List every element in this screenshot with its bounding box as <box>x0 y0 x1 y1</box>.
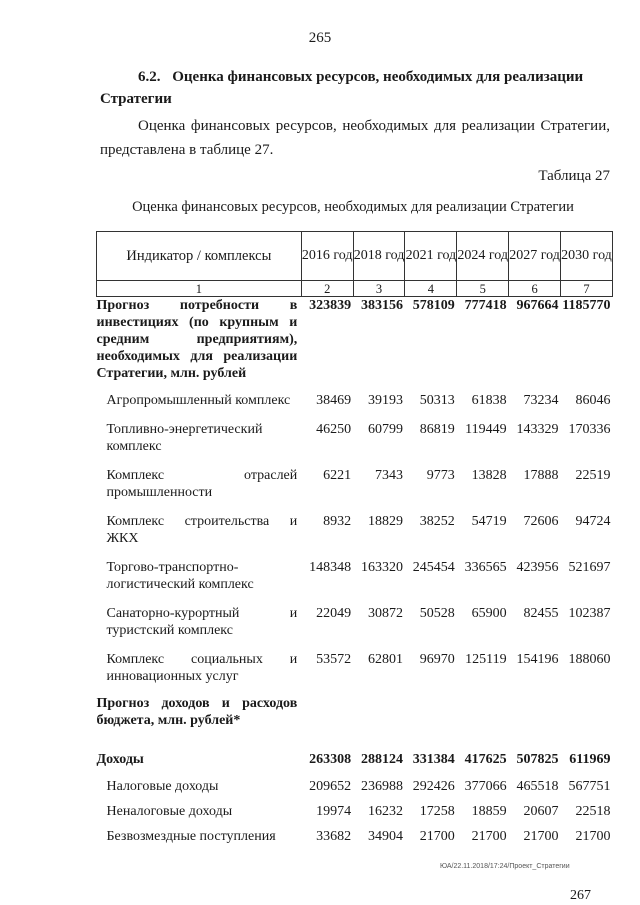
row-spacer-cell <box>97 768 613 778</box>
row-value: 65900 <box>471 606 507 621</box>
row-value: 383156 <box>360 298 403 313</box>
row-spacer-cell <box>97 501 613 513</box>
row-value: 578109 <box>412 298 455 313</box>
table-row <box>97 421 613 455</box>
row-value: 292426 <box>412 779 455 794</box>
column-number: 7 <box>560 281 612 297</box>
row-spacer <box>97 768 613 778</box>
table-title: Оценка финансовых ресурсов, необходимых для реализации Стратегии <box>132 199 574 215</box>
row-spacer-cell <box>97 795 613 803</box>
row-spacer <box>97 593 613 605</box>
row-value: 61838 <box>471 393 507 408</box>
row-spacer <box>97 455 613 467</box>
row-value: 1185770 <box>562 298 611 313</box>
section-title: Оценка финансовых ресурсов, необходимых для реализации Стратегии <box>100 69 584 107</box>
row-value: 21700 <box>419 829 455 844</box>
row-value: 18859 <box>471 804 507 819</box>
row-value: 507825 <box>516 752 559 767</box>
row-value: 8932 <box>323 514 352 529</box>
header-year: 2018 год <box>353 232 405 281</box>
row-value: 38252 <box>419 514 455 529</box>
row-value: 46250 <box>316 422 352 437</box>
row-value: 50528 <box>419 606 455 621</box>
footer-note: ЮА/22.11.2018/17:24/Проект_Стратегии <box>440 863 570 870</box>
row-value: 9773 <box>426 468 455 483</box>
row-spacer-cell <box>97 820 613 828</box>
row-spacer <box>97 382 613 392</box>
row-value: 263308 <box>309 752 352 767</box>
row-value: 20607 <box>523 804 559 819</box>
row-value: 19974 <box>316 804 352 819</box>
header-year: 2021 год <box>405 232 457 281</box>
row-value <box>405 695 457 729</box>
row-value: 209652 <box>309 779 352 794</box>
page-number-bottom: 267 <box>570 888 591 903</box>
intro-paragraph: Оценка финансовых ресурсов, необходимых для реализации Стратегии, представлена в таблице 27. <box>100 118 610 158</box>
row-value: 611969 <box>569 752 611 767</box>
row-value: 102387 <box>568 606 611 621</box>
row-label: Прогноз потребности в инвестициях (по крупным и средним предприятиям), необходимых для реализации Стратегии, млн. рублей <box>96 298 298 381</box>
row-value <box>560 695 612 729</box>
row-value: 39193 <box>367 393 403 408</box>
row-value: 125119 <box>465 652 507 667</box>
row-spacer-cell <box>97 685 613 695</box>
row-label: Комплекс отраслей промышленности <box>106 468 298 500</box>
row-value: 94724 <box>575 514 611 529</box>
table-header-row <box>97 232 613 281</box>
row-value: 417625 <box>464 752 507 767</box>
row-value: 967664 <box>516 298 559 313</box>
row-value: 154196 <box>516 652 559 667</box>
row-label: Комплекс социальных и инновационных услуг <box>106 652 298 684</box>
resources-table <box>96 231 613 845</box>
header-indicator: Индикатор / комплексы <box>97 232 302 281</box>
row-value: 96970 <box>419 652 455 667</box>
header-year: 2016 год <box>301 232 353 281</box>
row-value: 53572 <box>316 652 352 667</box>
row-label: Торгово-транспортно-логистический комплекс <box>106 560 254 592</box>
column-number: 4 <box>405 281 457 297</box>
row-spacer <box>97 501 613 513</box>
row-value: 18829 <box>367 514 403 529</box>
row-value: 33682 <box>316 829 352 844</box>
table-row <box>97 778 613 795</box>
row-value: 777418 <box>464 298 507 313</box>
row-value: 163320 <box>360 560 403 575</box>
page-number-top: 265 <box>308 30 332 46</box>
row-spacer-cell <box>97 382 613 392</box>
row-spacer-cell <box>97 455 613 467</box>
row-spacer-cell <box>97 639 613 651</box>
row-label: Налоговые доходы <box>106 779 219 794</box>
row-value: 148348 <box>309 560 352 575</box>
row-spacer <box>97 820 613 828</box>
row-value: 245454 <box>412 560 455 575</box>
row-value: 21700 <box>471 829 507 844</box>
row-value: 170336 <box>568 422 611 437</box>
row-value: 119449 <box>465 422 507 437</box>
row-value: 60799 <box>367 422 403 437</box>
row-label: Доходы <box>96 752 144 767</box>
row-spacer <box>97 729 613 751</box>
column-number: 1 <box>97 281 302 297</box>
row-value: 521697 <box>568 560 611 575</box>
row-value <box>301 695 353 729</box>
row-label: Топливно-энергетический комплекс <box>106 422 263 454</box>
row-label: Безвозмездные поступления <box>106 829 276 844</box>
row-value: 567751 <box>568 779 611 794</box>
row-spacer <box>97 685 613 695</box>
row-value: 377066 <box>464 779 507 794</box>
header-year: 2027 год <box>509 232 561 281</box>
row-spacer-cell <box>97 547 613 559</box>
row-value: 6221 <box>323 468 352 483</box>
row-value: 21700 <box>575 829 611 844</box>
row-value: 17888 <box>523 468 559 483</box>
table-body <box>97 297 613 846</box>
table-row <box>97 751 613 768</box>
row-spacer <box>97 547 613 559</box>
row-value: 188060 <box>568 652 611 667</box>
row-value: 22519 <box>575 468 611 483</box>
row-value: 86046 <box>575 393 611 408</box>
row-value: 236988 <box>360 779 403 794</box>
table-row <box>97 559 613 593</box>
row-value: 30872 <box>367 606 403 621</box>
row-value: 423956 <box>516 560 559 575</box>
row-value: 22518 <box>575 804 611 819</box>
section-number: 6.2. <box>138 69 161 85</box>
row-value <box>457 695 509 729</box>
column-number: 5 <box>457 281 509 297</box>
table-row <box>97 605 613 639</box>
row-spacer <box>97 795 613 803</box>
row-value: 288124 <box>360 752 403 767</box>
table-row <box>97 803 613 820</box>
row-value: 336565 <box>464 560 507 575</box>
column-number: 3 <box>353 281 405 297</box>
row-value: 22049 <box>316 606 352 621</box>
header-year: 2030 год <box>560 232 612 281</box>
row-value: 73234 <box>523 393 559 408</box>
table-row <box>97 651 613 685</box>
row-value: 86819 <box>419 422 455 437</box>
row-label: Агропромышленный комплекс <box>106 393 291 408</box>
row-value: 72606 <box>523 514 559 529</box>
table-row <box>97 828 613 845</box>
section-heading <box>100 66 610 110</box>
table-label: Таблица 27 <box>538 168 610 184</box>
row-value: 38469 <box>316 393 352 408</box>
row-value: 7343 <box>374 468 403 483</box>
table-row <box>97 513 613 547</box>
row-label: Прогноз доходов и расходов бюджета, млн. рублей* <box>96 696 298 728</box>
row-value: 50313 <box>419 393 455 408</box>
row-value: 17258 <box>419 804 455 819</box>
row-label: Комплекс строительства и ЖКХ <box>106 514 298 546</box>
row-value: 82455 <box>523 606 559 621</box>
row-value: 21700 <box>523 829 559 844</box>
header-year: 2024 год <box>457 232 509 281</box>
row-value: 323839 <box>309 298 352 313</box>
table-row <box>97 297 613 383</box>
row-spacer-cell <box>97 409 613 421</box>
row-value: 143329 <box>516 422 559 437</box>
row-value: 331384 <box>412 752 455 767</box>
row-value <box>509 695 561 729</box>
table-row <box>97 695 613 729</box>
row-spacer <box>97 409 613 421</box>
row-value: 16232 <box>367 804 403 819</box>
row-label: Неналоговые доходы <box>106 804 233 819</box>
row-spacer <box>97 639 613 651</box>
row-value: 465518 <box>516 779 559 794</box>
row-spacer-cell <box>97 729 613 751</box>
table-row <box>97 392 613 409</box>
table-row <box>97 467 613 501</box>
column-number-row <box>97 281 613 297</box>
row-value <box>353 695 405 729</box>
row-spacer-cell <box>97 593 613 605</box>
row-value: 62801 <box>367 652 403 667</box>
row-value: 34904 <box>367 829 403 844</box>
column-number: 2 <box>301 281 353 297</box>
column-number: 6 <box>509 281 561 297</box>
row-value: 54719 <box>471 514 507 529</box>
row-label: Санаторно-курортный и туристский комплекс <box>106 606 298 638</box>
row-value: 13828 <box>471 468 507 483</box>
